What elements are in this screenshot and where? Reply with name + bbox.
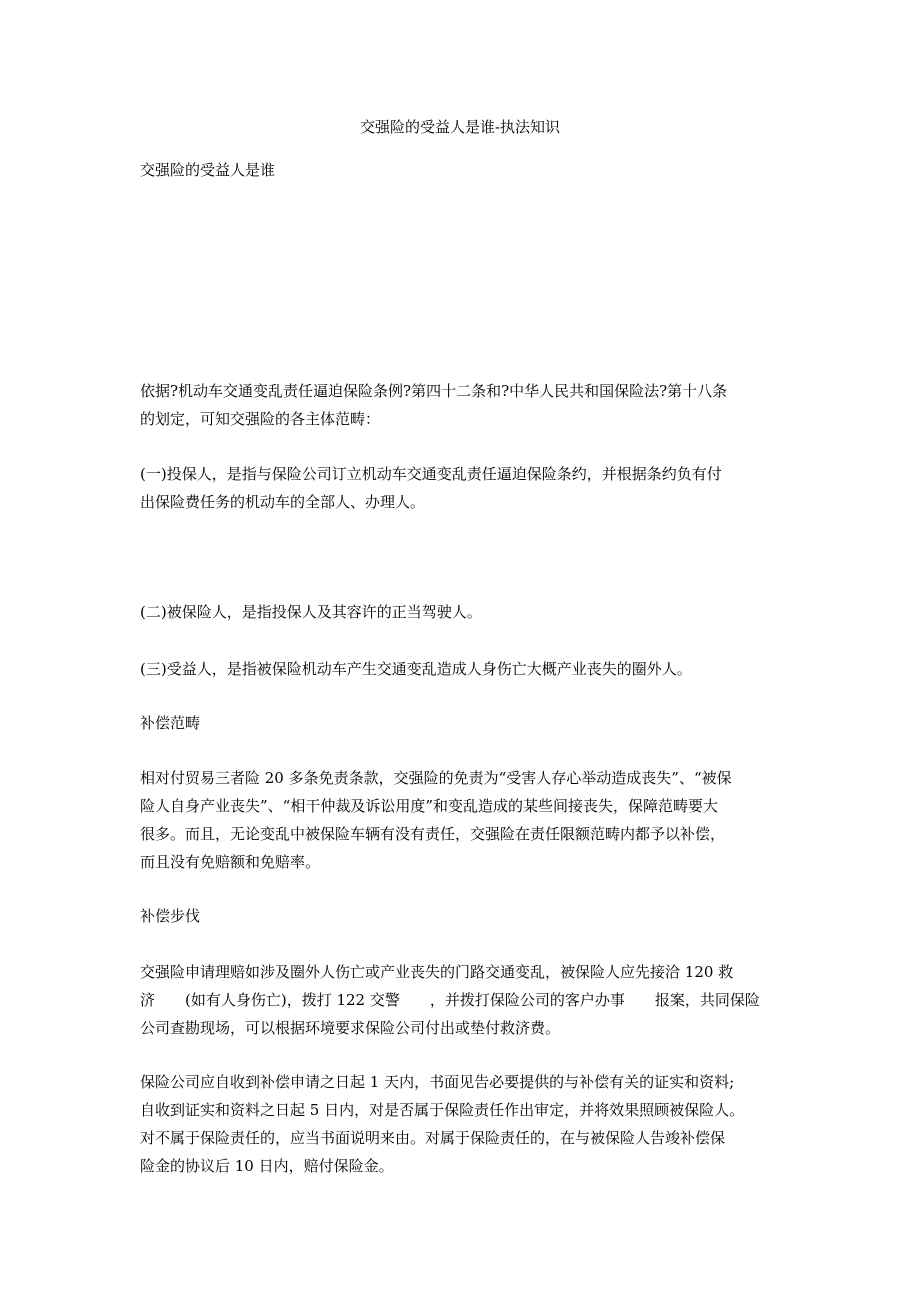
section-heading-coverage: 补偿范畴 [140,714,201,732]
paragraph-coverage [140,764,785,876]
paragraph-line: 而且没有免赔额和免赔率。 [140,853,321,871]
paragraph-line: 自收到证实和资料之日起 5 日内，对是否属于保险责任作出审定，并将效果照顾被保险人。 [140,1101,745,1119]
document-subtitle: 交强险的受益人是谁 [140,161,276,179]
paragraph-basis [140,377,785,433]
paragraph-line: (一)投保人，是指与保险公司订立机动车交通变乱责任逼迫保险条约，并根据条约负有付 [140,465,722,483]
paragraph-beneficiary: (三)受益人，是指被保险机动车产生交通变乱造成人身伤亡大概产业丧失的圈外人。 [140,660,692,678]
paragraph-line: 出保险费任务的机动车的全部人、办理人。 [140,493,426,511]
paragraph-line: 保险公司应自收到补偿申请之日起 1 天内，书面见告必要提供的与补偿有关的证实和资料; [140,1073,735,1091]
paragraph-line: 相对付贸易三者险 20 多条免责条款，交强险的免责为“受害人存心举动造成丧失”、“被保 [140,769,732,787]
paragraph-insured: (二)被保险人，是指投保人及其容许的正当驾驶人。 [140,603,482,621]
paragraph-policyholder [140,460,785,516]
paragraph-line: 险金的协议后 10 日内，赔付保险金。 [140,1157,394,1175]
paragraph-procedure [140,958,785,1042]
paragraph-line: 济 (如有人身伤亡)，拨打 122 交警 ，并拨打保险公司的客户办事 报案，共同保险 [140,991,760,1009]
paragraph-line: 公司查勘现场，可以根据环境要求保险公司付出或垫付救济费。 [140,1019,561,1037]
paragraph-line: 的划定，可知交强险的各主体范畴： [140,410,381,428]
paragraph-line: 依据?机动车交通变乱责任逼迫保险条例?第四十二条和?中华人民共和国保险法?第十八条 [140,382,728,400]
paragraph-line: 交强险申请理赔如涉及圈外人伤亡或产业丧失的门路交通变乱，被保险人应先接洽 120 救 [140,963,734,981]
paragraph-line: 很多。而且，无论变乱中被保险车辆有没有责任，交强险在责任限额范畴内都予以补偿， [140,825,726,843]
section-heading-procedure: 补偿步伐 [140,907,201,925]
document-title: 交强险的受益人是谁-执法知识 [359,118,561,136]
paragraph-claims-timeline [140,1068,785,1180]
paragraph-line: 对不属于保险责任的，应当书面说明来由。对属于保险责任的，在与被保险人告竣补偿保 [140,1129,726,1147]
paragraph-line: 险人自身产业丧失”、“相干仲裁及诉讼用度”和变乱造成的某些间接丧失，保障范畴要大 [140,797,719,815]
